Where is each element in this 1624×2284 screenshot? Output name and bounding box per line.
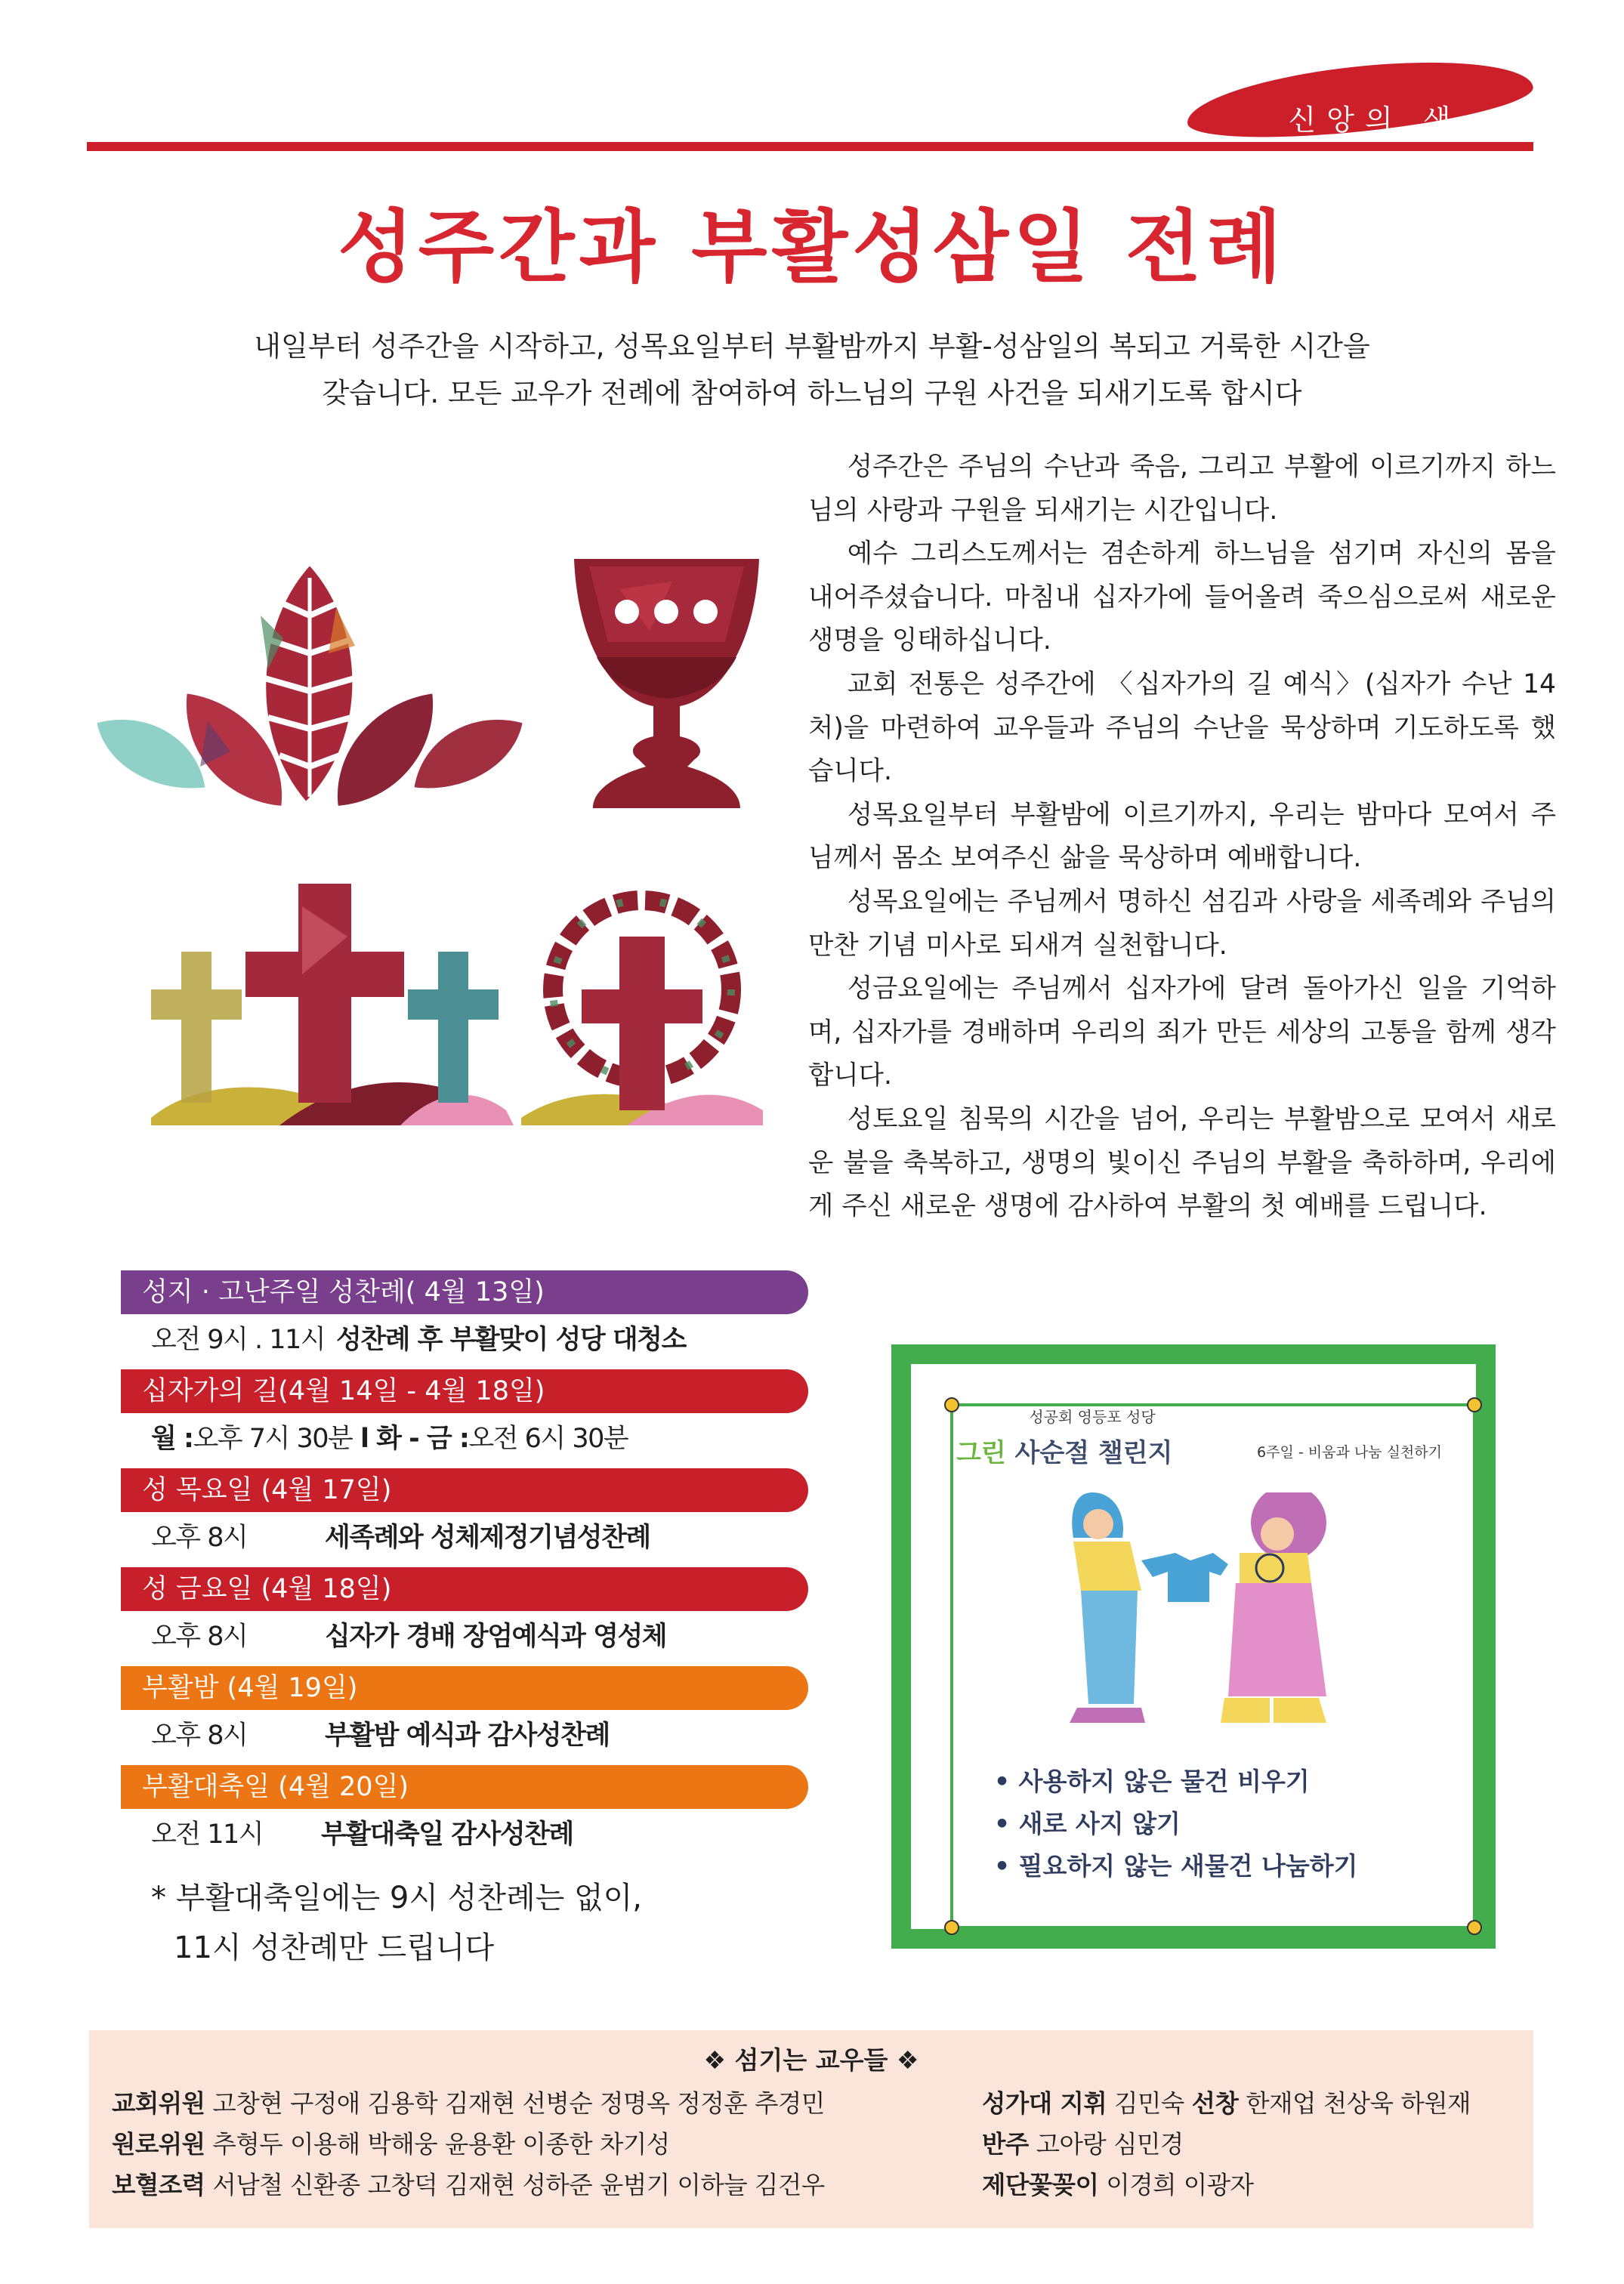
- schedule-header-maundy-thursday: 성 목요일 (4월 17일): [121, 1468, 808, 1512]
- crown-of-thorns-icon: [521, 884, 763, 1125]
- schedule-header-stations: 십자가의 길(4월 14일 - 4월 18일): [121, 1369, 808, 1413]
- poster-list-item: • 사용하지 않은 물건 비우기: [994, 1767, 1310, 1796]
- schedule-event: 부활대축일 감사성찬례: [321, 1819, 573, 1850]
- schedule-row: [151, 1714, 610, 1758]
- schedule-row: [151, 1813, 573, 1857]
- poster-week: 6주일 - 비움과 나눔 실천하기: [1257, 1444, 1442, 1461]
- roster-row: [982, 2124, 1184, 2165]
- schedule-separator: l: [352, 1424, 377, 1454]
- schedule-time: 오후 7시 30분: [193, 1424, 353, 1454]
- page-subtitle: [113, 323, 1511, 417]
- serving-members-box: [89, 2030, 1533, 2228]
- roster-role: 교회위원: [112, 2089, 205, 2118]
- roster-role: 선창: [1191, 2089, 1239, 2118]
- body-paragraph: 예수 그리스도께서는 겸손하게 하느님을 섬기며 자신의 몸을 내어주셨습니다. 마침내 십자가에 들어올려 죽으심으로써 새로운 생명을 잉태하십니다.: [808, 539, 1556, 656]
- schedule-row: [151, 1615, 667, 1659]
- schedule-event: 부활밤 예식과 감사성찬례: [325, 1721, 610, 1751]
- roster-row: [112, 2124, 670, 2165]
- schedule-day: 월 :: [151, 1424, 193, 1454]
- schedule-header-good-friday: 성 금요일 (4월 18일): [121, 1567, 808, 1611]
- roster-row: [982, 2083, 1471, 2124]
- sharing-people-icon: [1070, 1492, 1341, 1734]
- roster-names: 이경희 이광자: [1098, 2171, 1254, 2199]
- schedule-time: 오전 11시: [151, 1819, 264, 1850]
- header-rule: [87, 142, 1533, 151]
- roster-names: 고아랑 심민경: [1028, 2130, 1184, 2159]
- green-lent-challenge-poster: [891, 1344, 1496, 1949]
- schedule-row: [151, 1318, 686, 1362]
- schedule-note-line: * 부활대축일에는 9시 성찬례는 없이,: [151, 1881, 642, 1915]
- page-title: 성주간과 부활성삼일 전례: [338, 201, 1286, 293]
- roster-names: 김민숙: [1107, 2089, 1192, 2118]
- schedule-time: 오전 9시 . 11시: [151, 1325, 326, 1355]
- roster-role: 제단꽃꽂이: [982, 2171, 1099, 2199]
- poster-panel: [911, 1364, 1476, 1929]
- body-text: [808, 446, 1556, 1229]
- schedule-time: 오후 8시: [151, 1622, 248, 1652]
- schedule-note-line: 11시 성찬례만 드립니다: [174, 1931, 495, 1965]
- schedule-time: 오후 8시: [151, 1721, 248, 1751]
- schedule-event: 성찬례 후 부활맞이 성당 대청소: [336, 1325, 686, 1355]
- schedule-time: 오후 8시: [151, 1523, 248, 1553]
- body-paragraph: 성목요일에는 주님께서 명하신 섬김과 사랑을 세족례와 주님의 만찬 기념 미사로 되새겨 실천합니다.: [808, 886, 1556, 961]
- schedule-row: [151, 1516, 650, 1560]
- roster-names: 추형두 이용해 박해웅 윤용환 이종한 차기성: [205, 2130, 670, 2159]
- schedule-header-easter-vigil: 부활밤 (4월 19일): [121, 1666, 808, 1710]
- schedule-event: 십자가 경배 장엄예식과 영성체: [325, 1622, 667, 1652]
- schedule-row: [151, 1417, 628, 1461]
- poster-list-item: • 필요하지 않는 새물건 나눔하기: [994, 1851, 1358, 1881]
- footer-heading: ❖ 섬기는 교우들 ❖: [703, 2045, 919, 2075]
- body-paragraph: 성주간은 주님의 수난과 죽음, 그리고 부활에 이르기까지 하느님의 사랑과 구원을 되새기는 시간입니다.: [808, 452, 1556, 526]
- three-crosses-icon: [151, 884, 529, 1125]
- schedule-header-easter-day: 부활대축일 (4월 20일): [121, 1765, 808, 1809]
- schedule-header-palm-sunday: 성지 · 고난주일 성찬례( 4월 13일): [121, 1270, 808, 1314]
- subtitle-line: 내일부터 성주간을 시작하고, 성목요일부터 부활밤까지 부활-성삼일의 복되고 거룩한 시간을: [254, 330, 1370, 363]
- roster-names: 고창현 구정애 김용학 김재현 선병순 정명옥 정정훈 추경민: [205, 2089, 825, 2118]
- poster-title-rest: 사순절 챌린지: [1005, 1438, 1173, 1468]
- roster-role: 원로위원: [112, 2130, 205, 2159]
- poster-list-item: • 새로 사지 않기: [994, 1809, 1181, 1838]
- poster-org: 성공회 영등포 성당: [1029, 1408, 1156, 1426]
- body-paragraph: 성목요일부터 부활밤에 이르기까지, 우리는 밤마다 모여서 주님께서 몸소 보여주신 삶을 묵상하며 예배합니다.: [808, 799, 1556, 874]
- schedule-note: [151, 1873, 770, 1973]
- schedule-day: 화 - 금 :: [376, 1424, 469, 1454]
- roster-row: [112, 2083, 825, 2124]
- roster-role: 성가대 지휘: [982, 2089, 1107, 2118]
- schedule-event: 세족례와 성체제정기념성찬례: [325, 1523, 650, 1553]
- roster-names: 한재업 천상욱 하원재: [1238, 2089, 1471, 2118]
- roster-row: [982, 2165, 1254, 2205]
- roster-role: 보혈조력: [112, 2171, 205, 2199]
- subtitle-line: 갖습니다. 모든 교우가 전례에 참여하여 하느님의 구원 사건을 되새기도록 합시다: [322, 377, 1302, 409]
- roster-row: [112, 2165, 825, 2205]
- palm-leaves-icon: [94, 555, 525, 812]
- section-label: 신앙의 샘: [1288, 103, 1462, 137]
- schedule-time: 오전 6시 30분: [468, 1424, 628, 1454]
- body-paragraph: 성토요일 침묵의 시간을 넘어, 우리는 부활밤으로 모여서 새로운 불을 축복하고, 생명의 빛이신 주님의 부활을 축하하며, 우리에게 주신 새로운 생명에 감사하여 부활의 첫 예배를 드립니다.: [808, 1103, 1556, 1222]
- roster-names: 서남철 신환종 고창덕 김재현 성하준 윤범기 이하늘 김건우: [205, 2171, 825, 2199]
- body-paragraph: 교회 전통은 성주간에 〈십자가의 길 예식〉(십자가 수난 14처)을 마련하여 교우들과 주님의 수난을 묵상하며 기도하도록 했습니다.: [808, 668, 1556, 787]
- poster-title-accent: 그린: [956, 1438, 1006, 1468]
- poster-checklist: [994, 1761, 1357, 1887]
- poster-title: [956, 1432, 1172, 1469]
- body-paragraph: 성금요일에는 주님께서 십자가에 달려 돌아가신 일을 기억하며, 십자가를 경배하며 우리의 죄가 만든 세상의 고통을 함께 생각합니다.: [808, 974, 1556, 1091]
- roster-role: 반주: [982, 2130, 1029, 2159]
- chalice-icon: [574, 559, 759, 816]
